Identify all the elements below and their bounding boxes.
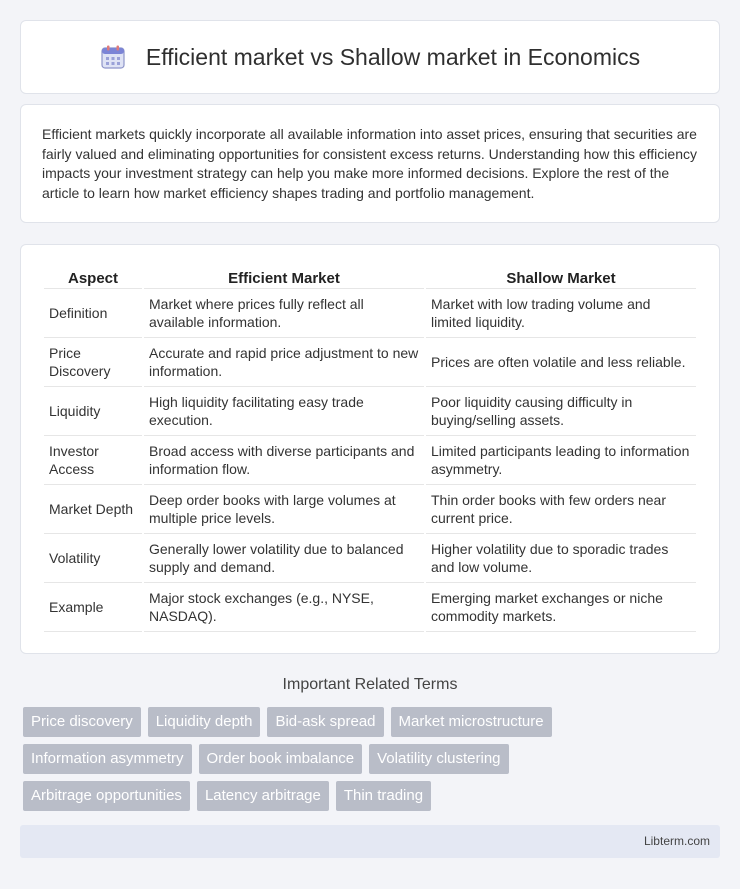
row-aspect: Volatility (44, 534, 142, 583)
row-efficient: Market where prices fully reflect all available information. (144, 289, 424, 338)
row-efficient: Generally lower volatility due to balanced supply and demand. (144, 534, 424, 583)
tag-row (23, 707, 723, 737)
row-efficient: High liquidity facilitating easy trade execution. (144, 387, 424, 436)
row-efficient: Major stock exchanges (e.g., NYSE, NASDAQ). (144, 583, 424, 632)
intro-card (20, 104, 720, 223)
footer-site-link[interactable]: Libterm.com (643, 834, 710, 848)
comparison-table (42, 265, 698, 632)
row-shallow: Market with low trading volume and limited liquidity. (426, 289, 696, 338)
tag-thin-trading[interactable]: Thin trading (336, 781, 431, 811)
related-terms-title: Important Related Terms (282, 676, 458, 693)
row-shallow: Thin order books with few orders near current price. (426, 485, 696, 534)
tag-market-microstructure[interactable]: Market microstructure (391, 707, 552, 737)
tag-order-book-imbalance[interactable]: Order book imbalance (199, 744, 363, 774)
tag-arbitrage-opportunities[interactable]: Arbitrage opportunities (23, 781, 190, 811)
header-shallow: Shallow Market (426, 265, 696, 289)
table-row (44, 338, 696, 387)
header-efficient: Efficient Market (144, 265, 424, 289)
table-row (44, 485, 696, 534)
row-efficient: Accurate and rapid price adjustment to new information. (144, 338, 424, 387)
intro-text: Efficient markets quickly incorporate all available information into asset prices, ensuring that securities are fairly valued and eliminating opportunities for consistent excess returns. Understanding how this efficiency impacts your investment strategy can help you make more informed decisions. Explore the rest of the article to learn how market efficiency shapes trading and portfolio management. (42, 126, 697, 201)
row-shallow: Poor liquidity causing difficulty in buying/selling assets. (426, 387, 696, 436)
related-terms (23, 707, 723, 818)
tag-row (23, 781, 723, 811)
tag-volatility-clustering[interactable]: Volatility clustering (369, 744, 508, 774)
page-title: Efficient market vs Shallow market in Economics (145, 43, 641, 70)
tag-liquidity-depth[interactable]: Liquidity depth (148, 707, 261, 737)
footer (20, 825, 720, 858)
tag-information-asymmetry[interactable]: Information asymmetry (23, 744, 192, 774)
row-aspect: Investor Access (44, 436, 142, 485)
row-shallow: Higher volatility due to sporadic trades and low volume. (426, 534, 696, 583)
table-row (44, 583, 696, 632)
comparison-card (20, 244, 720, 654)
calendar-icon (100, 44, 126, 70)
table-row (44, 534, 696, 583)
row-aspect: Price Discovery (44, 338, 142, 387)
row-aspect: Example (44, 583, 142, 632)
tag-latency-arbitrage[interactable]: Latency arbitrage (197, 781, 329, 811)
row-aspect: Market Depth (44, 485, 142, 534)
tag-bid-ask-spread[interactable]: Bid-ask spread (267, 707, 383, 737)
row-efficient: Deep order books with large volumes at multiple price levels. (144, 485, 424, 534)
table-row (44, 387, 696, 436)
row-aspect: Definition (44, 289, 142, 338)
header-aspect: Aspect (44, 265, 142, 289)
title-card (20, 20, 720, 94)
table-header-row (44, 265, 696, 289)
tag-row (23, 744, 723, 774)
row-shallow: Prices are often volatile and less reliable. (426, 338, 696, 387)
table-row (44, 436, 696, 485)
row-aspect: Liquidity (44, 387, 142, 436)
row-shallow: Limited participants leading to information asymmetry. (426, 436, 696, 485)
row-shallow: Emerging market exchanges or niche commodity markets. (426, 583, 696, 632)
tag-price-discovery[interactable]: Price discovery (23, 707, 141, 737)
table-row (44, 289, 696, 338)
row-efficient: Broad access with diverse participants and information flow. (144, 436, 424, 485)
